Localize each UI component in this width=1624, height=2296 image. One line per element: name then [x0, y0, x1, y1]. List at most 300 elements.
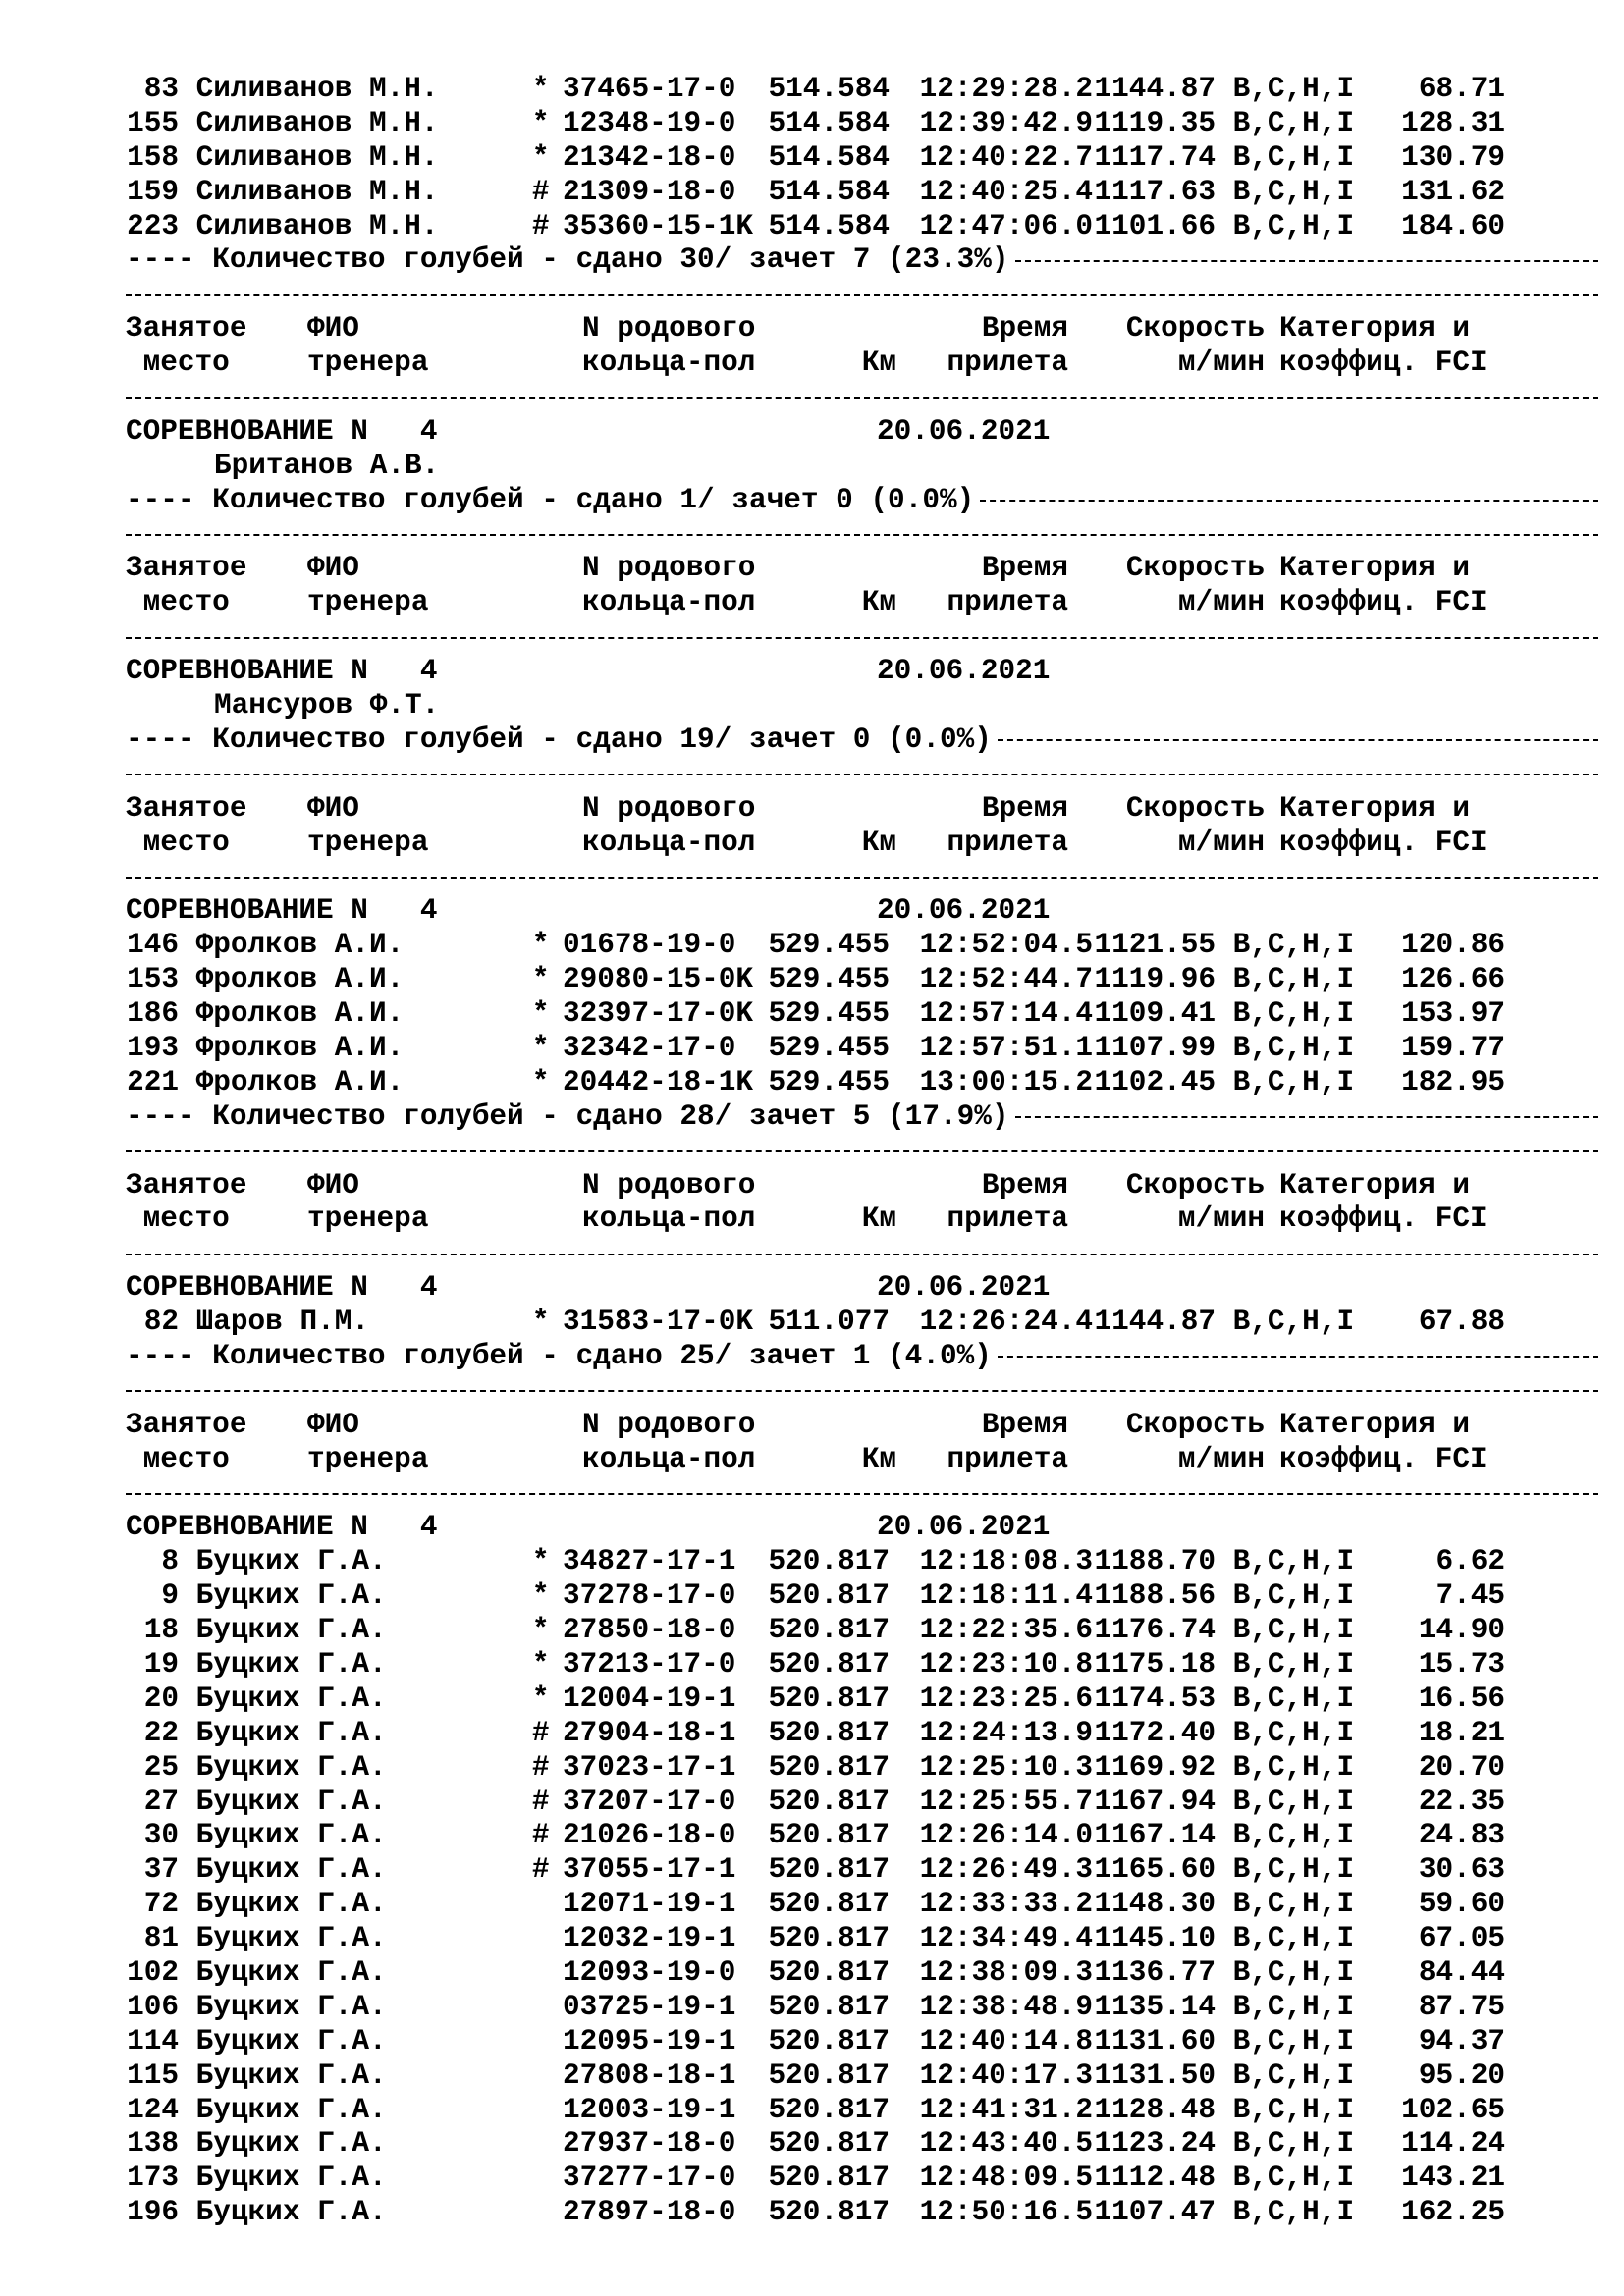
cell-ring: 27850-18-0 [563, 1614, 736, 1647]
cell-cat: B,C,H,I [1216, 1922, 1355, 1955]
cell-cat: B,C,H,I [1216, 2162, 1355, 2195]
cell-ring: 12348-19-0 [563, 106, 736, 139]
cell-mark: # [480, 1716, 550, 1749]
header-top-rule [126, 518, 1598, 553]
competition-line [126, 415, 1598, 450]
column-header-time: прилета [947, 1442, 1068, 1475]
result-row [126, 141, 1598, 176]
cell-fci: 102.65 [1401, 2093, 1505, 2126]
column-header-name: ФИО [307, 1168, 359, 1201]
result-row [126, 1545, 1598, 1579]
cell-time: 12:26:24.4 [919, 1306, 1093, 1339]
cell-speed: 1123.24 [1094, 2127, 1216, 2161]
cell-place: 37 [143, 1853, 179, 1887]
cell-fci: 182.95 [1401, 1065, 1505, 1098]
result-row [126, 2196, 1598, 2230]
trainer-name: Мансуров Ф.Т. [214, 689, 440, 722]
cell-fci: 59.60 [1418, 1888, 1505, 1921]
cell-km: 520.817 [768, 2162, 890, 2195]
cell-cat: B,C,H,I [1216, 1647, 1355, 1681]
trainer-name: Британов А.В. [214, 449, 440, 482]
cell-name: Буцких Г.А. [179, 2093, 387, 2126]
column-header-line [126, 1169, 1598, 1203]
competition-title: СОРЕВНОВАНИЕ N 4 [126, 1271, 438, 1305]
cell-km: 520.817 [768, 1647, 890, 1681]
cell-speed: 1101.66 [1094, 209, 1216, 242]
competition-line [126, 1271, 1598, 1306]
cell-fci: 6.62 [1435, 1545, 1505, 1578]
cell-cat: B,C,H,I [1216, 1888, 1355, 1921]
cell-name: Силиванов М.Н. [179, 106, 439, 139]
cell-km: 514.584 [768, 73, 890, 105]
column-header-time: прилета [947, 826, 1068, 859]
cell-name: Шаров П.М. [179, 1306, 370, 1339]
cell-place: 173 [127, 2162, 179, 2195]
cell-km: 520.817 [768, 2058, 890, 2092]
competition-title: СОРЕВНОВАНИЕ N 4 [126, 414, 438, 448]
summary-line [126, 1100, 1598, 1135]
competition-date: 20.06.2021 [877, 1271, 1051, 1305]
summary-text: ---- Количество голубей - сдано 1/ зачет 0 (0.0%) [126, 483, 975, 516]
result-row [126, 1956, 1598, 1991]
cell-speed: 1107.47 [1094, 2196, 1216, 2229]
cell-time: 12:43:40.5 [919, 2127, 1093, 2161]
cell-place: 196 [127, 2196, 179, 2229]
column-header-speed: Скорость [1125, 312, 1265, 346]
cell-place: 8 [161, 1545, 179, 1578]
column-header-line [126, 1409, 1598, 1443]
result-row [126, 1066, 1598, 1100]
column-header-time: Время [981, 312, 1068, 346]
cell-speed: 1167.14 [1094, 1819, 1216, 1852]
cell-mark: * [480, 73, 550, 105]
cell-speed: 1112.48 [1094, 2162, 1216, 2195]
cell-ring: 27904-18-1 [563, 1716, 736, 1749]
cell-ring: 37213-17-0 [563, 1647, 736, 1681]
cell-speed: 1128.48 [1094, 2093, 1216, 2126]
cell-place: 186 [127, 997, 179, 1031]
cell-fci: 68.71 [1418, 73, 1505, 105]
column-header-speed: Скорость [1125, 1408, 1265, 1441]
cell-name: Буцких Г.А. [179, 1750, 387, 1784]
cell-ring: 12032-19-1 [563, 1922, 736, 1955]
header-top-rule [126, 1374, 1598, 1409]
cell-ring: 34827-17-1 [563, 1545, 736, 1578]
cell-speed: 1135.14 [1094, 1990, 1216, 2023]
cell-name: Силиванов М.Н. [179, 209, 439, 242]
result-row [126, 1819, 1598, 1853]
cell-ring: 12095-19-1 [563, 2024, 736, 2057]
result-row [126, 2094, 1598, 2128]
cell-km: 529.455 [768, 1031, 890, 1064]
cell-name: Буцких Г.А. [179, 1990, 387, 2023]
cell-time: 12:23:25.6 [919, 1682, 1093, 1715]
result-row [126, 1853, 1598, 1888]
result-row [126, 176, 1598, 210]
column-header-fci: коэффиц. FCI [1279, 347, 1488, 380]
cell-place: 27 [143, 1785, 179, 1818]
cell-name: Силиванов М.Н. [179, 140, 439, 174]
cell-place: 223 [127, 209, 179, 242]
column-header-line [126, 1443, 1598, 1477]
column-header-line [126, 827, 1598, 861]
cell-place: 81 [143, 1922, 179, 1955]
competition-date: 20.06.2021 [877, 414, 1051, 448]
cell-fci: 84.44 [1418, 1955, 1505, 1989]
column-header-ring: кольца-пол [582, 1442, 756, 1475]
cell-ring: 03725-19-1 [563, 1990, 736, 2023]
cell-speed: 1109.41 [1094, 997, 1216, 1031]
cell-fci: 16.56 [1418, 1682, 1505, 1715]
cell-ring: 37207-17-0 [563, 1785, 736, 1818]
cell-place: 115 [127, 2058, 179, 2092]
cell-time: 12:25:55.7 [919, 1785, 1093, 1818]
cell-fci: 15.73 [1418, 1647, 1505, 1681]
result-row [126, 1991, 1598, 2025]
cell-fci: 67.05 [1418, 1922, 1505, 1955]
cell-place: 20 [143, 1682, 179, 1715]
cell-mark: * [480, 1614, 550, 1647]
cell-fci: 7.45 [1435, 1579, 1505, 1613]
competition-title: СОРЕВНОВАНИЕ N 4 [126, 1511, 438, 1544]
summary-rule [998, 1356, 1598, 1358]
cell-mark: * [480, 1545, 550, 1578]
cell-mark: # [480, 1853, 550, 1887]
cell-time: 12:22:35.6 [919, 1614, 1093, 1647]
cell-time: 12:40:17.3 [919, 2058, 1093, 2092]
cell-cat: B,C,H,I [1216, 2127, 1355, 2161]
cell-time: 12:38:09.3 [919, 1955, 1093, 1989]
column-header-place: Занятое [126, 1408, 247, 1441]
cell-place: 25 [143, 1750, 179, 1784]
cell-speed: 1119.35 [1094, 106, 1216, 139]
cell-place: 146 [127, 929, 179, 962]
column-header-km: Км [861, 586, 896, 619]
cell-cat: B,C,H,I [1216, 1955, 1355, 1989]
column-header-speed: Скорость [1125, 552, 1265, 585]
column-header-speed: м/мин [1177, 1442, 1265, 1475]
cell-name: Буцких Г.А. [179, 1888, 387, 1921]
column-header-name: ФИО [307, 552, 359, 585]
cell-cat: B,C,H,I [1216, 73, 1355, 105]
cell-speed: 1131.60 [1094, 2024, 1216, 2057]
result-row [126, 1614, 1598, 1648]
cell-fci: 95.20 [1418, 2058, 1505, 2092]
cell-name: Буцких Г.А. [179, 2058, 387, 2092]
cell-mark: * [480, 1682, 550, 1715]
column-header-place: место [126, 586, 230, 619]
competition-line [126, 1511, 1598, 1545]
cell-name: Буцких Г.А. [179, 2162, 387, 2195]
cell-mark: * [480, 1647, 550, 1681]
cell-speed: 1188.70 [1094, 1545, 1216, 1578]
header-bottom-rule [126, 381, 1598, 415]
column-header-place: Занятое [126, 791, 247, 825]
cell-time: 12:25:10.3 [919, 1750, 1093, 1784]
column-header-name: ФИО [307, 791, 359, 825]
column-header-ring: кольца-пол [582, 586, 756, 619]
cell-name: Буцких Г.А. [179, 1819, 387, 1852]
cell-ring: 01678-19-0 [563, 929, 736, 962]
cell-cat: B,C,H,I [1216, 140, 1355, 174]
cell-place: 9 [161, 1579, 179, 1613]
column-header-fci: коэффиц. FCI [1279, 826, 1488, 859]
cell-fci: 126.66 [1401, 963, 1505, 996]
competition-date: 20.06.2021 [877, 655, 1051, 688]
cell-time: 12:23:10.8 [919, 1647, 1093, 1681]
cell-time: 12:40:14.8 [919, 2024, 1093, 2057]
cell-km: 520.817 [768, 1955, 890, 1989]
cell-fci: 143.21 [1401, 2162, 1505, 2195]
cell-time: 12:41:31.2 [919, 2093, 1093, 2126]
cell-km: 520.817 [768, 1614, 890, 1647]
cell-name: Буцких Г.А. [179, 2024, 387, 2057]
cell-time: 13:00:15.2 [919, 1065, 1093, 1098]
cell-place: 155 [127, 106, 179, 139]
column-header-time: Время [981, 552, 1068, 585]
cell-ring: 27897-18-0 [563, 2196, 736, 2229]
column-header-speed: м/мин [1177, 826, 1265, 859]
cell-place: 153 [127, 963, 179, 996]
column-header-speed: м/мин [1177, 347, 1265, 380]
cell-km: 514.584 [768, 140, 890, 174]
cell-cat: B,C,H,I [1216, 997, 1355, 1031]
cell-time: 12:24:13.9 [919, 1716, 1093, 1749]
column-header-name: тренера [307, 347, 429, 380]
cell-mark: # [480, 1785, 550, 1818]
column-header-name: тренера [307, 1442, 429, 1475]
result-row [126, 1579, 1598, 1614]
cell-km: 520.817 [768, 1990, 890, 2023]
competition-date: 20.06.2021 [877, 894, 1051, 928]
cell-km: 514.584 [768, 106, 890, 139]
result-row [126, 1682, 1598, 1717]
column-header-fci: Категория и [1279, 1168, 1471, 1201]
column-header-fci: Категория и [1279, 552, 1471, 585]
summary-rule [998, 739, 1598, 741]
column-header-line [126, 586, 1598, 620]
result-row [126, 997, 1598, 1032]
cell-speed: 1117.74 [1094, 140, 1216, 174]
column-header-ring: N родового [582, 1168, 756, 1201]
cell-speed: 1145.10 [1094, 1922, 1216, 1955]
cell-name: Буцких Г.А. [179, 1922, 387, 1955]
cell-cat: B,C,H,I [1216, 2024, 1355, 2057]
cell-km: 520.817 [768, 1716, 890, 1749]
cell-ring: 35360-15-1K [563, 209, 754, 242]
cell-ring: 37465-17-0 [563, 73, 736, 105]
cell-time: 12:40:25.4 [919, 175, 1093, 208]
cell-mark: * [480, 963, 550, 996]
cell-ring: 21309-18-0 [563, 175, 736, 208]
column-header-time: Время [981, 1408, 1068, 1441]
cell-fci: 131.62 [1401, 175, 1505, 208]
cell-km: 520.817 [768, 2196, 890, 2229]
column-header-ring: кольца-пол [582, 1202, 756, 1236]
competition-line [126, 655, 1598, 689]
cell-name: Буцких Г.А. [179, 1955, 387, 1989]
result-row [126, 1032, 1598, 1066]
column-header-ring: N родового [582, 791, 756, 825]
column-header-place: место [126, 1202, 230, 1236]
result-row [126, 1717, 1598, 1751]
header-bottom-rule [126, 860, 1598, 894]
column-header-fci: коэффиц. FCI [1279, 1202, 1488, 1236]
cell-name: Буцких Г.А. [179, 1785, 387, 1818]
cell-mark: * [480, 1306, 550, 1339]
column-header-fci: коэффиц. FCI [1279, 1442, 1488, 1475]
cell-fci: 94.37 [1418, 2024, 1505, 2057]
cell-name: Буцких Г.А. [179, 1614, 387, 1647]
column-header-km: Км [861, 347, 896, 380]
result-row [126, 929, 1598, 963]
cell-ring: 32397-17-0K [563, 997, 754, 1031]
result-row [126, 1751, 1598, 1786]
cell-time: 12:33:33.2 [919, 1888, 1093, 1921]
cell-mark: * [480, 1579, 550, 1613]
column-header-km: Км [861, 1202, 896, 1236]
cell-ring: 31583-17-0K [563, 1306, 754, 1339]
cell-speed: 1165.60 [1094, 1853, 1216, 1887]
column-header-name: тренера [307, 826, 429, 859]
cell-km: 520.817 [768, 1785, 890, 1818]
cell-cat: B,C,H,I [1216, 1853, 1355, 1887]
cell-speed: 1121.55 [1094, 929, 1216, 962]
cell-time: 12:48:09.5 [919, 2162, 1093, 2195]
cell-mark: # [480, 1750, 550, 1784]
cell-ring: 12004-19-1 [563, 1682, 736, 1715]
cell-km: 520.817 [768, 1682, 890, 1715]
summary-rule [1015, 260, 1599, 262]
cell-mark: # [480, 175, 550, 208]
summary-line [126, 1340, 1598, 1374]
cell-km: 529.455 [768, 1065, 890, 1098]
cell-name: Фролков А.И. [179, 1031, 405, 1064]
cell-mark: * [480, 106, 550, 139]
column-header-speed: Скорость [1125, 791, 1265, 825]
column-header-time: прилета [947, 347, 1068, 380]
cell-mark: * [480, 1065, 550, 1098]
cell-place: 83 [143, 73, 179, 105]
cell-km: 511.077 [768, 1306, 890, 1339]
cell-ring: 12071-19-1 [563, 1888, 736, 1921]
cell-name: Фролков А.И. [179, 929, 405, 962]
cell-fci: 128.31 [1401, 106, 1505, 139]
cell-time: 12:39:42.9 [919, 106, 1093, 139]
cell-time: 12:38:48.9 [919, 1990, 1093, 2023]
column-header-fci: Категория и [1279, 791, 1471, 825]
cell-ring: 21342-18-0 [563, 140, 736, 174]
cell-speed: 1169.92 [1094, 1750, 1216, 1784]
column-header-line [126, 1202, 1598, 1237]
cell-km: 514.584 [768, 175, 890, 208]
cell-mark: * [480, 929, 550, 962]
column-header-ring: N родового [582, 1408, 756, 1441]
cell-cat: B,C,H,I [1216, 2093, 1355, 2126]
column-header-ring: N родового [582, 552, 756, 585]
cell-ring: 20442-18-1K [563, 1065, 754, 1098]
cell-ring: 21026-18-0 [563, 1819, 736, 1852]
cell-cat: B,C,H,I [1216, 1785, 1355, 1818]
cell-km: 520.817 [768, 1819, 890, 1852]
cell-km: 520.817 [768, 1888, 890, 1921]
cell-mark: * [480, 997, 550, 1031]
cell-cat: B,C,H,I [1216, 106, 1355, 139]
cell-fci: 30.63 [1418, 1853, 1505, 1887]
cell-ring: 27937-18-0 [563, 2127, 736, 2161]
summary-line [126, 484, 1598, 518]
cell-speed: 1136.77 [1094, 1955, 1216, 1989]
cell-cat: B,C,H,I [1216, 1990, 1355, 2023]
header-top-rule [126, 1135, 1598, 1169]
column-header-name: тренера [307, 1202, 429, 1236]
cell-ring: 32342-17-0 [563, 1031, 736, 1064]
result-row [126, 1306, 1598, 1340]
cell-name: Фролков А.И. [179, 1065, 405, 1098]
cell-place: 114 [127, 2024, 179, 2057]
cell-speed: 1172.40 [1094, 1716, 1216, 1749]
cell-fci: 120.86 [1401, 929, 1505, 962]
competition-title: СОРЕВНОВАНИЕ N 4 [126, 894, 438, 928]
cell-name: Силиванов М.Н. [179, 73, 439, 105]
column-header-ring: N родового [582, 312, 756, 346]
cell-speed: 1174.53 [1094, 1682, 1216, 1715]
cell-fci: 130.79 [1401, 140, 1505, 174]
result-row [126, 2059, 1598, 2094]
cell-cat: B,C,H,I [1216, 2058, 1355, 2092]
cell-km: 529.455 [768, 963, 890, 996]
cell-speed: 1167.94 [1094, 1785, 1216, 1818]
summary-line [126, 243, 1598, 278]
column-header-km: Км [861, 1442, 896, 1475]
column-header-time: Время [981, 791, 1068, 825]
cell-name: Фролков А.И. [179, 963, 405, 996]
column-header-name: тренера [307, 586, 429, 619]
cell-fci: 87.75 [1418, 1990, 1505, 2023]
cell-fci: 24.83 [1418, 1819, 1505, 1852]
cell-mark: * [480, 1031, 550, 1064]
column-header-time: прилета [947, 1202, 1068, 1236]
results-page [126, 73, 1598, 2230]
cell-time: 12:52:44.7 [919, 963, 1093, 996]
cell-fci: 184.60 [1401, 209, 1505, 242]
competition-line [126, 894, 1598, 929]
cell-time: 12:50:16.5 [919, 2196, 1093, 2229]
cell-ring: 29080-15-0K [563, 963, 754, 996]
column-header-line [126, 552, 1598, 586]
column-header-speed: м/мин [1177, 1202, 1265, 1236]
cell-cat: B,C,H,I [1216, 1579, 1355, 1613]
cell-time: 12:18:08.3 [919, 1545, 1093, 1578]
cell-fci: 18.21 [1418, 1716, 1505, 1749]
cell-fci: 14.90 [1418, 1614, 1505, 1647]
cell-speed: 1102.45 [1094, 1065, 1216, 1098]
result-row [126, 210, 1598, 244]
cell-km: 520.817 [768, 2127, 890, 2161]
cell-place: 158 [127, 140, 179, 174]
cell-fci: 22.35 [1418, 1785, 1505, 1818]
cell-speed: 1131.50 [1094, 2058, 1216, 2092]
column-header-line [126, 347, 1598, 381]
cell-place: 124 [127, 2093, 179, 2126]
cell-place: 193 [127, 1031, 179, 1064]
summary-rule [1015, 1116, 1599, 1118]
cell-cat: B,C,H,I [1216, 1614, 1355, 1647]
header-top-rule [126, 758, 1598, 792]
cell-speed: 1148.30 [1094, 1888, 1216, 1921]
cell-km: 520.817 [768, 1750, 890, 1784]
cell-ring: 12093-19-0 [563, 1955, 736, 1989]
